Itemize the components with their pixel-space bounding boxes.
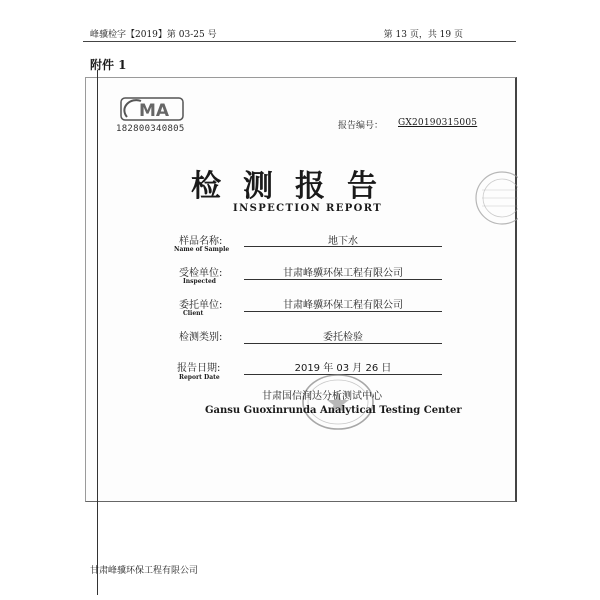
test-category-value: 委托检验: [323, 332, 363, 343]
official-stamp-icon: [300, 372, 376, 432]
lab-name-en: Gansu Guoxinrunda Analytical Testing Center: [205, 405, 462, 416]
inspected-unit-label: 受检单位:: [179, 268, 223, 279]
report-date-label: 报告日期:: [177, 363, 221, 374]
inspected-unit-label-en: Inspected: [183, 278, 216, 285]
sample-name-label-en: Name of Sample: [174, 246, 230, 253]
report-title: 检测报告: [191, 169, 399, 204]
cma-logo-text: MA: [139, 101, 170, 121]
client-label: 委托单位:: [179, 300, 223, 311]
footer-company: 甘肃峰骥环保工程有限公司: [90, 566, 199, 576]
header-divider: [83, 41, 516, 42]
test-category-label: 检测类别:: [179, 332, 223, 343]
report-date-value: 2019 年 03 月 26 日: [294, 363, 392, 374]
cma-number: 182800340805: [116, 124, 185, 134]
attachment-label: 附件 1: [90, 58, 127, 72]
report-date-label-en: Report Date: [179, 374, 220, 381]
client-underline: [244, 311, 442, 312]
test-category-underline: [244, 343, 442, 344]
lab-name-cn: 甘肃国信润达分析测试中心: [262, 391, 382, 402]
report-title-english: INSPECTION REPORT: [233, 203, 383, 214]
margin-line: [97, 70, 98, 595]
document-reference: 峰骥检字【2019】第 03-25 号: [90, 30, 217, 40]
sample-name-label: 样品名称:: [179, 236, 223, 247]
inspected-unit-value: 甘肃峰骥环保工程有限公司: [283, 268, 403, 279]
sample-name-underline: [244, 246, 442, 247]
client-label-en: Client: [183, 310, 204, 317]
cma-logo-icon: [117, 95, 187, 123]
report-number-value: GX20190315005: [398, 118, 478, 128]
page-counter: 第 13 页，共 19 页: [383, 30, 463, 40]
side-seal-icon: [472, 168, 518, 228]
client-value: 甘肃峰骥环保工程有限公司: [283, 300, 403, 311]
sample-name-value: 地下水: [328, 236, 358, 247]
inspected-unit-underline: [244, 279, 442, 280]
report-number-label: 报告编号：: [338, 121, 384, 131]
scanned-report-page: [85, 77, 517, 502]
